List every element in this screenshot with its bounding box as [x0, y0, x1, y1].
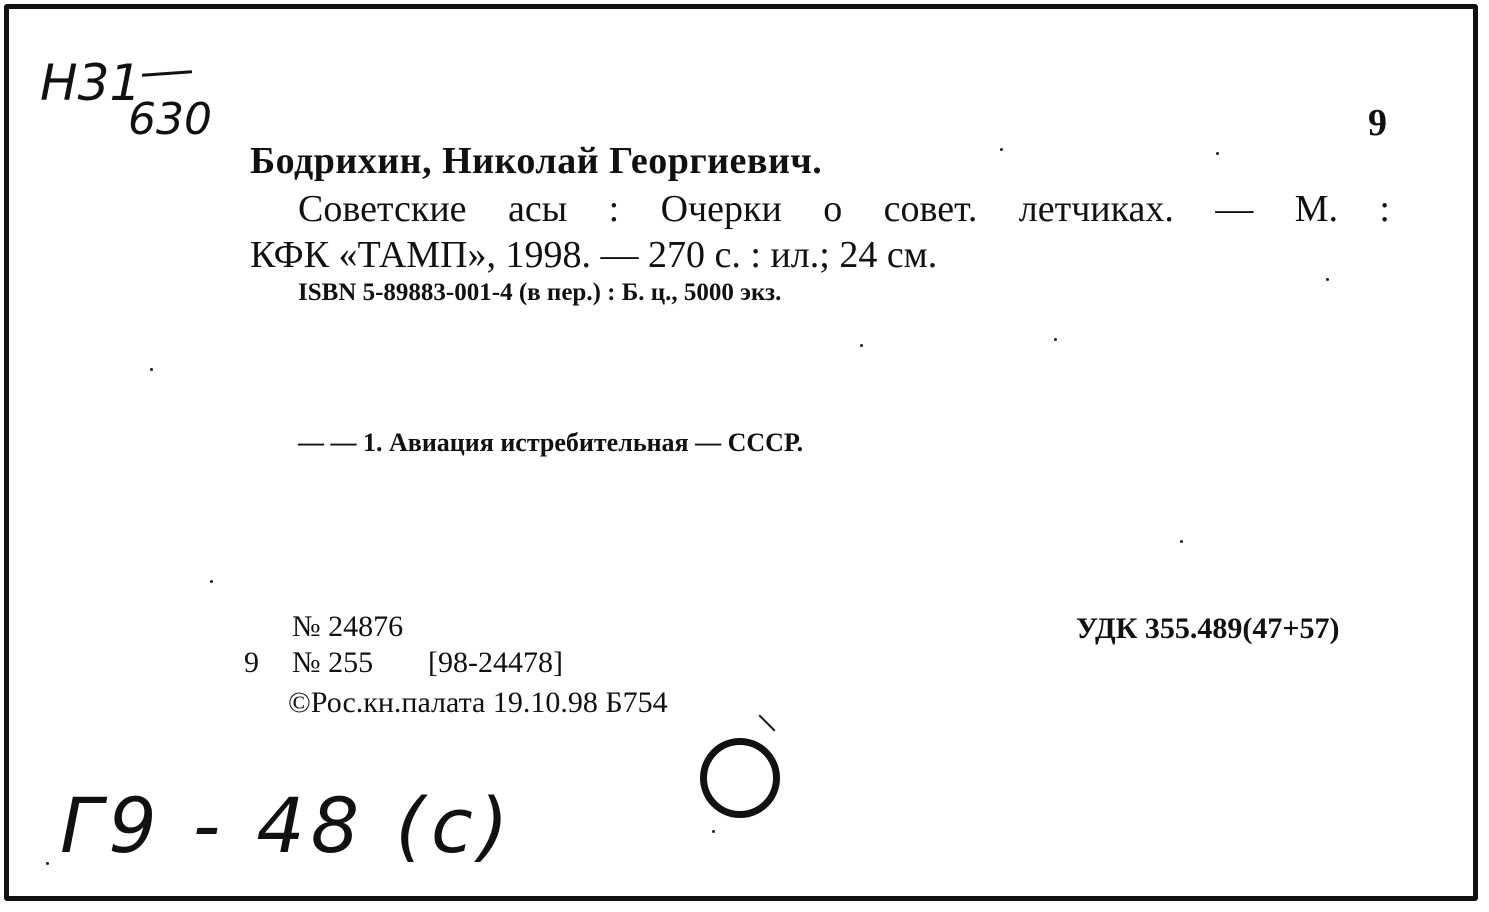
- punch-hole-circle: [700, 738, 780, 818]
- scan-speck: [1000, 148, 1003, 151]
- handwritten-shelfmark-top: Н31: [40, 54, 142, 112]
- bracket-id: [98-24478]: [428, 646, 563, 679]
- scan-speck: [712, 830, 715, 833]
- isbn-line: ISBN 5-89883-001-4 (в пер.) : Б. ц., 5000 экз.: [298, 279, 782, 306]
- title-line-1: Советские асы : Очерки о совет. летчиках. — М. :: [298, 188, 1390, 230]
- udk-code: УДК 355.489(47+57): [1076, 612, 1340, 645]
- scan-speck: [1216, 152, 1219, 155]
- handwritten-bottom-code: Г9 - 48 (с): [60, 781, 515, 870]
- handwritten-shelfmark-bottom: 630: [128, 94, 212, 145]
- copyright-line: ©Рос.кн.палата 19.10.98 Б754: [288, 686, 668, 719]
- scan-speck: [46, 862, 49, 865]
- scan-speck: [1054, 338, 1057, 341]
- left-margin-index: 9: [244, 646, 259, 679]
- scan-speck: [150, 368, 153, 371]
- registration-number-1: № 24876: [292, 610, 404, 643]
- registration-number-2: № 255: [292, 646, 374, 679]
- scan-speck: [860, 344, 863, 347]
- scan-speck: [1326, 278, 1329, 281]
- scan-speck: [1180, 540, 1183, 543]
- subject-heading: — — 1. Авиация истребительная — СССР.: [298, 428, 804, 457]
- title-line-2: КФК «ТАМП», 1998. — 270 с. : ил.; 24 см.: [250, 234, 938, 276]
- author-heading: Бодрихин, Николай Георгиевич.: [250, 140, 823, 182]
- scan-speck: [210, 580, 213, 583]
- card-number: 9: [1368, 102, 1387, 144]
